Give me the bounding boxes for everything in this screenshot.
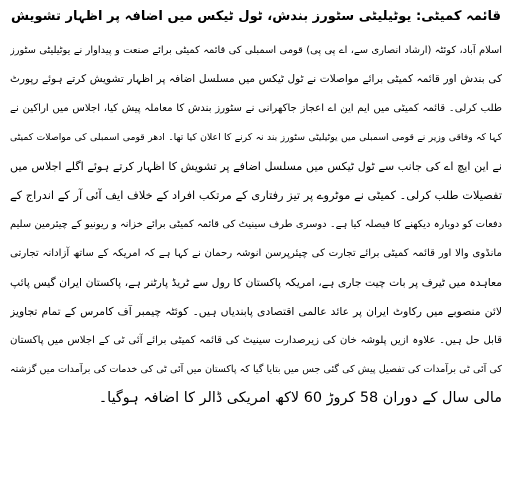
article-line-3: طلب کرلی۔ قائمہ کمیٹی میں ایم این اے اعجاز جاکھرانی نے سٹورز بندش کا معاملہ پیش کیا، اجلاس میں اراکین نے	[10, 103, 502, 114]
article-line-12: کی آئی ٹی برآمدات کی تفصیل پیش کی گئی جس میں بتایا گیا کہ پاکستان میں آئی ٹی کی خدمات کی برآمدات میں گزشتہ	[10, 364, 502, 375]
article-line-6: تفصیلات طلب کرلی۔ کمیٹی نے موٹروے پر تیز رفتاری کے مرتکب افراد کے خلاف ایف آئی آر کے اندراج کے	[10, 188, 502, 202]
article-line-10: لائن منصوبے میں رکاوٹ ایران پر عائد عالمی اقتصادی پابندیاں ہیں۔ کوئٹہ چیمبر آف کامرس کے تمام تجاویز	[10, 305, 502, 318]
article-line-8: مانڈوی والا اور قائمہ کمیٹی برائے تجارت کی چیئرپرسن انوشہ رحمان نے کہا ہے کہ امریکہ کے ساتھ آزادانہ تجارتی	[10, 248, 502, 259]
article-line-13: مالی سال کے دوران 58 کروڑ 60 لاکھ امریکی ڈالر کا اضافہ ہوگیا۔	[98, 390, 502, 406]
article-line-4: کہا کہ وفاقی وزیر نے قومی اسمبلی میں یوٹیلیٹی سٹورز بند نہ کرنے کا اعلان کیا تھا۔ ادھر قومی اسمبلی کی مواصلات کمیٹی	[10, 132, 502, 143]
article-headline: قائمہ کمیٹی: یوٹیلیٹی سٹورز بندش، ٹول ٹیکس میں اضافہ پر اظہار تشویش	[11, 9, 501, 24]
article-line-1: اسلام آباد، کوئٹہ (ارشاد انصاری سے، اے پی پی) قومی اسمبلی کی قائمہ کمیٹی برائے صنعت و پیداوار نے یوٹیلیٹی سٹورز	[10, 45, 502, 56]
article-line-9: معاہدہ میں ٹیرف پر بات چیت جاری ہے، امریکہ پاکستان کا رول سے ٹریڈ پارٹنر ہے، پاکستان ایران گیس پائپ	[10, 276, 502, 289]
article-line-2: کی بندش اور قائمہ کمیٹی برائے مواصلات نے ٹول ٹیکس میں مسلسل اضافہ پر اظہار تشویش کرتے ہوئے رپورٹ	[10, 73, 502, 85]
article-line-11: قابل حل ہیں۔ علاوہ ازیں پلوشہ خان کی زیرصدارت سینیٹ کی قائمہ کمیٹی برائے آئی ٹی کے اجلاس میں پاکستان	[10, 335, 502, 346]
article-line-5: نے این ایچ اے کی جانب سے ٹول ٹیکس میں مسلسل اضافے پر تشویش کا اظہار کرتے ہوئے اگلے اجلاس میں	[10, 160, 502, 173]
article-line-7: دفعات کو دوبارہ دیکھنے کا فیصلہ کیا ہے۔ دوسری طرف سینیٹ کی قائمہ کمیٹی برائے خزانہ و ریونیو کے چیئرمین سلیم	[10, 219, 502, 230]
article-body	[10, 36, 502, 413]
